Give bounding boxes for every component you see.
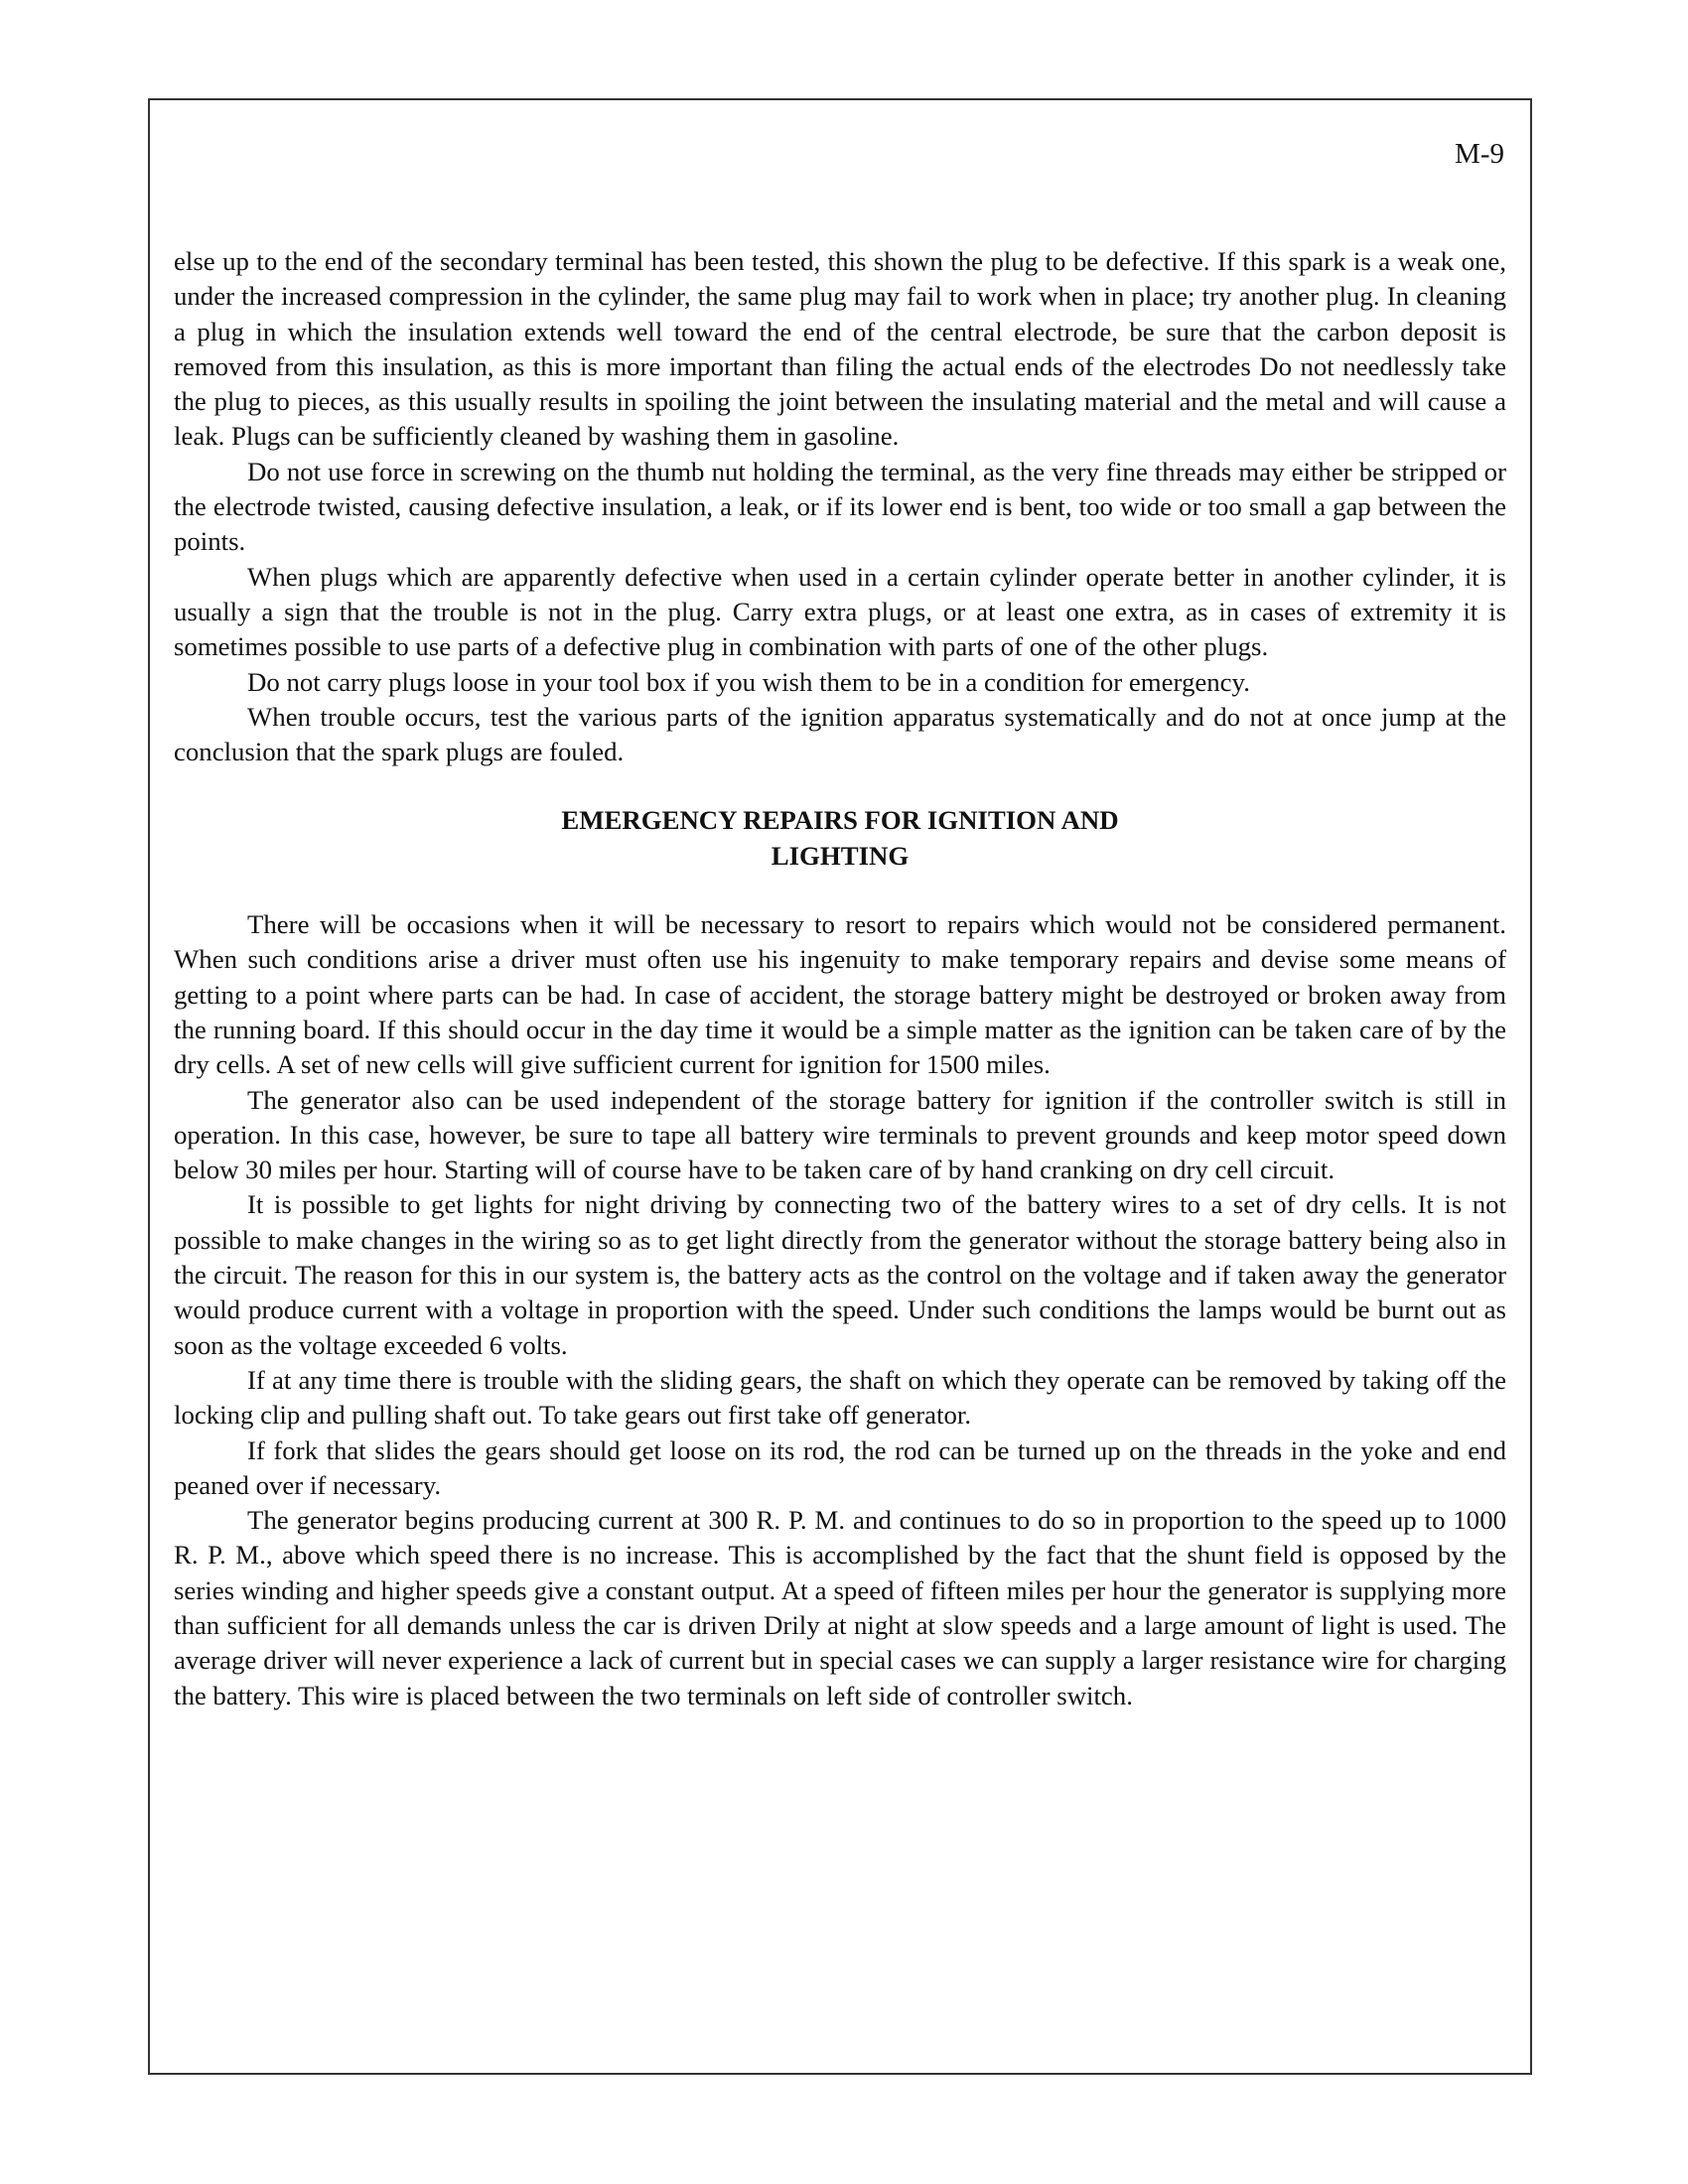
paragraph: else up to the end of the secondary terminal has been tested, this shown the plug to be defective. If this spark is a weak one, under the increased compression in the cylinder, the same plug may fail to work when in place; try another plug. In cleaning a plug in which the insulation extends well toward the end of the central electrode, be sure that the carbon deposit is removed from this insulation, as this is more important than filing the actual ends of the electrodes Do not needlessly take the plug to pieces, as this usually results in spoiling the joint between the insulating material and the metal and will cause a leak. Plugs can be sufficiently cleaned by washing them in gasoline.	[174, 246, 1506, 452]
paragraph: If fork that slides the gears should get loose on its rod, the rod can be turned up on the threads in the yoke and end peaned over if necessary.	[174, 1434, 1506, 1500]
page-border	[148, 98, 1532, 2075]
paragraph: If at any time there is trouble with the sliding gears, the shaft on which they operate can be removed by taking off the locking clip and pulling shaft out. To take gears out first take off generator.	[174, 1364, 1506, 1431]
paragraph: When plugs which are apparently defective when used in a certain cylinder operate better in another cylinder, it is usually a sign that the trouble is not in the plug. Carry extra plugs, or at least one extra, as in cases of extremity it is sometimes possible to use parts of a defective plug in combination with parts of one of the other plugs.	[174, 561, 1506, 662]
paragraph: It is possible to get lights for night driving by connecting two of the battery wires to a set of dry cells. It is not possible to make changes in the wiring so as to get light directly from the generator without the storage battery being also in the circuit. The reason for this in our system is, the battery acts as the control on the voltage and if taken away the generator would produce current with a voltage in proportion with the speed. Under such conditions the lamps would be burnt out as soon as the voltage exceeded 6 volts.	[174, 1189, 1506, 1360]
section-heading	[174, 803, 1506, 874]
paragraph: The generator also can be used independent of the storage battery for ignition if the controller switch is still in operation. In this case, however, be sure to tape all battery wire terminals to prevent grounds and keep motor speed down below 30 miles per hour. Starting will of course have to be taken care of by hand cranking on dry cell circuit.	[174, 1084, 1506, 1185]
section-heading-line-1: EMERGENCY REPAIRS FOR IGNITION AND	[561, 805, 1119, 836]
paragraph: When trouble occurs, test the various parts of the ignition apparatus systematically and do not at once jump at the conclusion that the spark plugs are fouled.	[174, 701, 1506, 767]
paragraph: Do not carry plugs loose in your tool box if you wish them to be in a condition for emergency.	[247, 666, 1250, 697]
paragraph: Do not use force in screwing on the thumb nut holding the terminal, as the very fine threads may either be stripped or the electrode twisted, causing defective insulation, a leak, or if its lower end is bent, too wide or too small a gap between the points.	[174, 456, 1506, 557]
page-number: M-9	[1455, 138, 1504, 170]
paragraph: The generator begins producing current at 300 R. P. M. and continues to do so in proportion to the speed up to 1000 R. P. M., above which speed there is no increase. This is accomplished by the fact that the shunt field is opposed by the series winding and higher speeds give a constant output. At a speed of fifteen miles per hour the generator is supplying more than sufficient for all demands unless the car is driven Drily at night at slow speeds and a large amount of light is used. The average driver will never experience a lack of current but in special cases we can supply a larger resistance wire for charging the battery. This wire is placed between the two terminals on left side of controller switch.	[174, 1505, 1506, 1710]
paragraph: There will be occasions when it will be necessary to resort to repairs which would not be considered permanent. When such conditions arise a driver must often use his ingenuity to make temporary repairs and devise some means of getting to a point where parts can be had. In case of accident, the storage battery might be destroyed or broken away from the running board. If this should occur in the day time it would be a simple matter as the ignition can be taken care of by the dry cells. A set of new cells will give sufficient current for ignition for 1500 miles.	[174, 909, 1506, 1080]
page-body	[174, 244, 1506, 1713]
section-heading-line-2: LIGHTING	[771, 840, 910, 871]
